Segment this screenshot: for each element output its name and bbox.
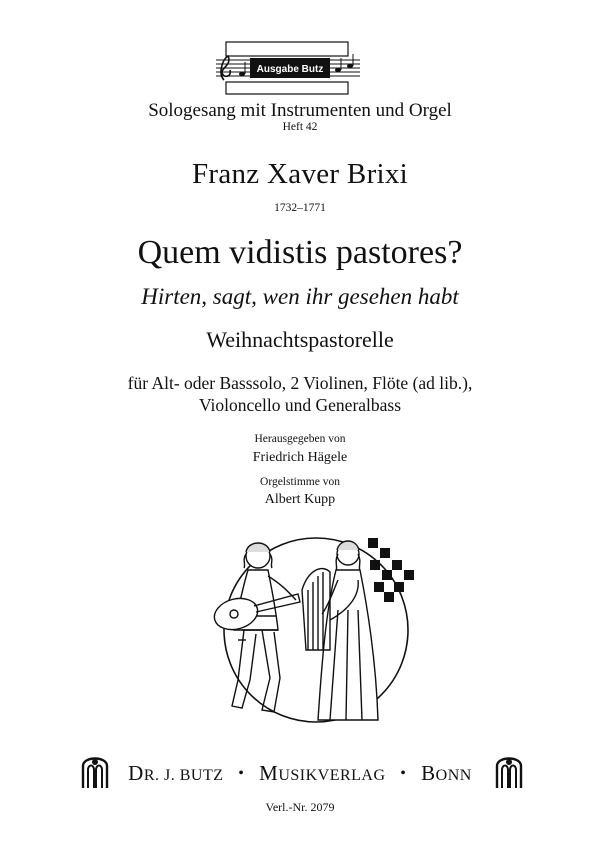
ausgabe-butz-logo [208, 34, 368, 100]
church-window-icon [494, 750, 524, 790]
publisher-number: Verl.-Nr. 2079 [265, 800, 335, 814]
checker-pattern [368, 538, 414, 602]
series-issue: Heft 42 [282, 121, 318, 133]
publisher-name: DR. J. BUTZ • MUSIKVERLAG • BONN [128, 761, 472, 785]
editor-name: Friedrich Hägele [252, 450, 348, 465]
instrumentation-line2: Violoncello und Generalbass [198, 395, 402, 415]
instrumentation-line1: für Alt- oder Basssolo, 2 Violinen, Flöte (ad lib.), [127, 373, 473, 393]
organ-label: Orgelstimme von [260, 476, 340, 488]
organ-name: Albert Kupp [264, 492, 336, 507]
lute-player-figure [211, 543, 300, 712]
musicians-illustration [198, 530, 424, 736]
composer-name: Franz Xaver Brixi [191, 158, 409, 190]
work-subtitle: Hirten, sagt, wen ihr gesehen habt [141, 284, 459, 309]
work-genre: Weihnachtspastorelle [206, 327, 394, 352]
harp-player-figure [302, 541, 378, 720]
logo-text: Ausgabe Butz [256, 64, 324, 75]
editor-label: Herausgegeben von [254, 433, 346, 445]
composer-dates: 1732–1771 [274, 202, 326, 214]
work-title: Quem vidistis pastores? [137, 234, 463, 271]
series-title: Sologesang mit Instrumenten und Orgel [148, 100, 452, 121]
